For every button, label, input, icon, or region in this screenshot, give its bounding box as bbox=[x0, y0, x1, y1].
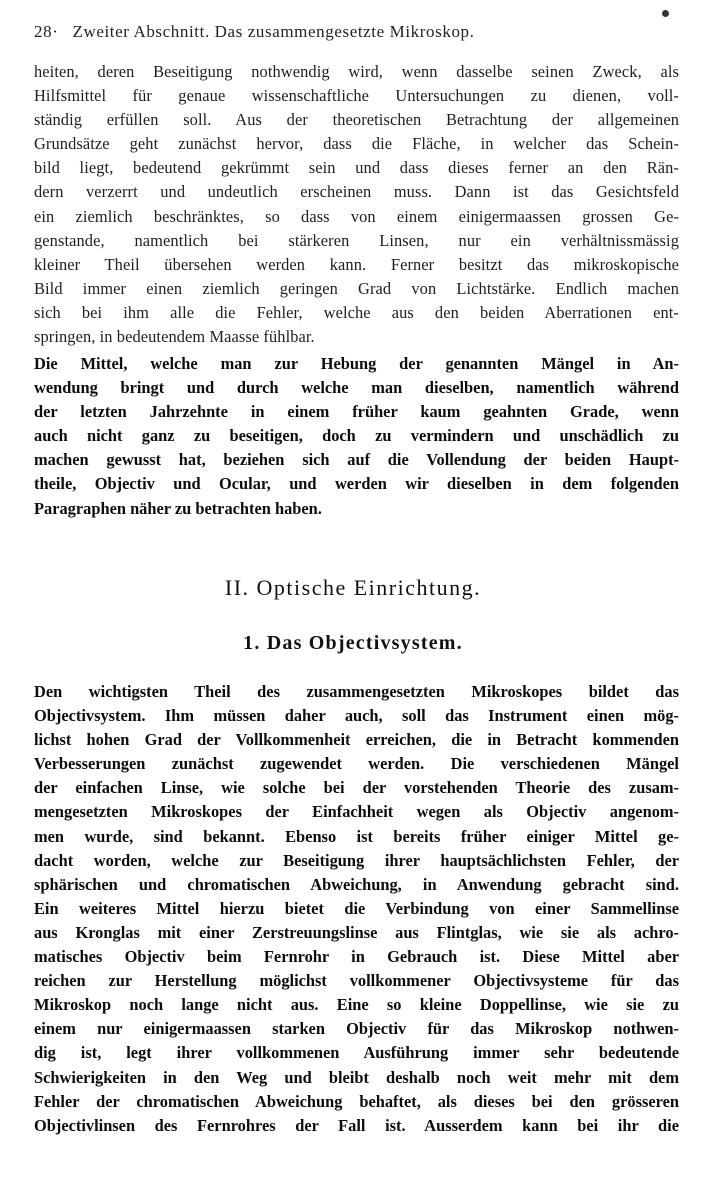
text-line: Bild immer einen ziemlich geringen Grad von Lichtstärke. Endlich machen bbox=[34, 278, 679, 298]
text-line: der einfachen Linse, wie solche bei der vorstehenden Theorie des zusam- bbox=[34, 778, 679, 798]
text-line: Hilfsmittel für genaue wissenschaftliche Untersuchungen zu dienen, voll- bbox=[34, 86, 679, 106]
text-line: sphärischen und chromatischen Abweichung, in Anwendung gebracht sind. bbox=[34, 874, 679, 894]
page-number: 28· bbox=[34, 22, 59, 41]
text-line: dacht worden, welche zur Beseitigung ihrer hauptsächlichsten Fehler, der bbox=[34, 850, 679, 870]
running-header bbox=[34, 22, 674, 42]
text-line: der letzten Jahrzehnte in einem früher kaum geahnten Grade, wenn bbox=[34, 402, 679, 422]
running-title: Zweiter Abschnitt. Das zusammengesetzte Mikroskop. bbox=[72, 22, 475, 41]
text-line: bild liegt, bedeutend gekrümmt sein und dass dieses ferner an den Rän- bbox=[34, 158, 679, 178]
text-line: Paragraphen näher zu betrachten haben. bbox=[34, 498, 322, 518]
section-heading: II. Optische Einrichtung. bbox=[224, 575, 482, 600]
text-line: ein ziemlich beschränktes, so dass von einem einigermaassen grossen Ge- bbox=[34, 206, 679, 226]
text-line: reichen zur Herstellung möglichst vollkommener Objectivsysteme für das bbox=[34, 971, 679, 991]
text-line: Die Mittel, welche man zur Hebung der genannten Mängel in An- bbox=[34, 354, 679, 373]
text-line: Ein weiteres Mittel hierzu bietet die Verbindung von einer Sammellinse bbox=[34, 898, 679, 918]
text-line: theile, Objectiv und Ocular, und werden wir dieselben in dem folgenden bbox=[34, 474, 679, 494]
text-line: Schwierigkeiten in den Weg und bleibt deshalb noch weit mehr mit dem bbox=[34, 1067, 679, 1087]
paragraph-1 bbox=[34, 60, 679, 349]
paragraph-3 bbox=[34, 680, 679, 1138]
text-line: Mikroskop noch lange nicht aus. Eine so kleine Doppellinse, wie sie zu bbox=[34, 995, 679, 1015]
text-line: wendung bringt und durch welche man dieselben, namentlich während bbox=[34, 378, 679, 398]
text-line: aus Kronglas mit einer Zerstreuungslinse aus Flintglas, wie sie als achro- bbox=[34, 922, 679, 942]
text-line: einem nur einigermaassen starken Objectiv für das Mikroskop nothwen- bbox=[34, 1019, 679, 1039]
text-line: kleiner Theil übersehen werden kann. Ferner besitzt das mikroskopische bbox=[34, 254, 679, 274]
text-line: Den wichtigsten Theil des zusammengesetzten Mikroskopes bildet das bbox=[34, 682, 679, 701]
text-line: men wurde, sind bekannt. Ebenso ist bereits früher einiger Mittel ge- bbox=[34, 826, 679, 846]
text-line: Objectivlinsen des Fernrohres der Fall ist. Ausserdem kann bei ihr die bbox=[34, 1115, 679, 1135]
text-line: genstande, namentlich bei stärkeren Linsen, nur ein verhältnissmässig bbox=[34, 230, 679, 250]
text-line: Fehler der chromatischen Abweichung behaftet, als dieses bei den grösseren bbox=[34, 1091, 679, 1111]
text-line: ständig erfüllen soll. Aus der theoretischen Betrachtung der allgemeinen bbox=[34, 110, 679, 130]
paragraph-2 bbox=[34, 352, 679, 521]
text-line: Objectivsystem. Ihm müssen daher auch, soll das Instrument einen mög- bbox=[34, 706, 679, 726]
text-line: machen gewusst hat, beziehen sich auf die Vollendung der beiden Haupt- bbox=[34, 450, 679, 470]
text-line: dern verzerrt und undeutlich erscheinen muss. Dann ist das Gesichtsfeld bbox=[34, 182, 679, 202]
text-line: auch nicht ganz zu beseitigen, doch zu vermindern und unschädlich zu bbox=[34, 426, 679, 446]
text-line: springen, in bedeutendem Maasse fühlbar. bbox=[34, 327, 315, 347]
text-line: Grundsätze geht zunächst hervor, dass die Fläche, in welcher das Schein- bbox=[34, 134, 679, 154]
subsection-heading: 1. Das Objectivsystem. bbox=[243, 632, 463, 654]
ink-spot bbox=[662, 10, 669, 17]
text-line: heiten, deren Beseitigung nothwendig wird, wenn dasselbe seinen Zweck, als bbox=[34, 62, 679, 81]
text-line: mengesetzten Mikroskopes der Einfachheit wegen als Objectiv angenom- bbox=[34, 802, 679, 822]
text-line: sich bei ihm alle die Fehler, welche aus den beiden Aberrationen ent- bbox=[34, 302, 679, 322]
text-line: lichst hohen Grad der Vollkommenheit erreichen, die in Betracht kommenden bbox=[34, 730, 679, 750]
text-line: Verbesserungen zunächst zugewendet werden. Die verschiedenen Mängel bbox=[34, 754, 679, 774]
text-line: dig ist, legt ihrer vollkommenen Ausführung immer sehr bedeutende bbox=[34, 1043, 679, 1063]
text-line: matisches Objectiv beim Fernrohr in Gebrauch ist. Diese Mittel aber bbox=[34, 947, 679, 967]
